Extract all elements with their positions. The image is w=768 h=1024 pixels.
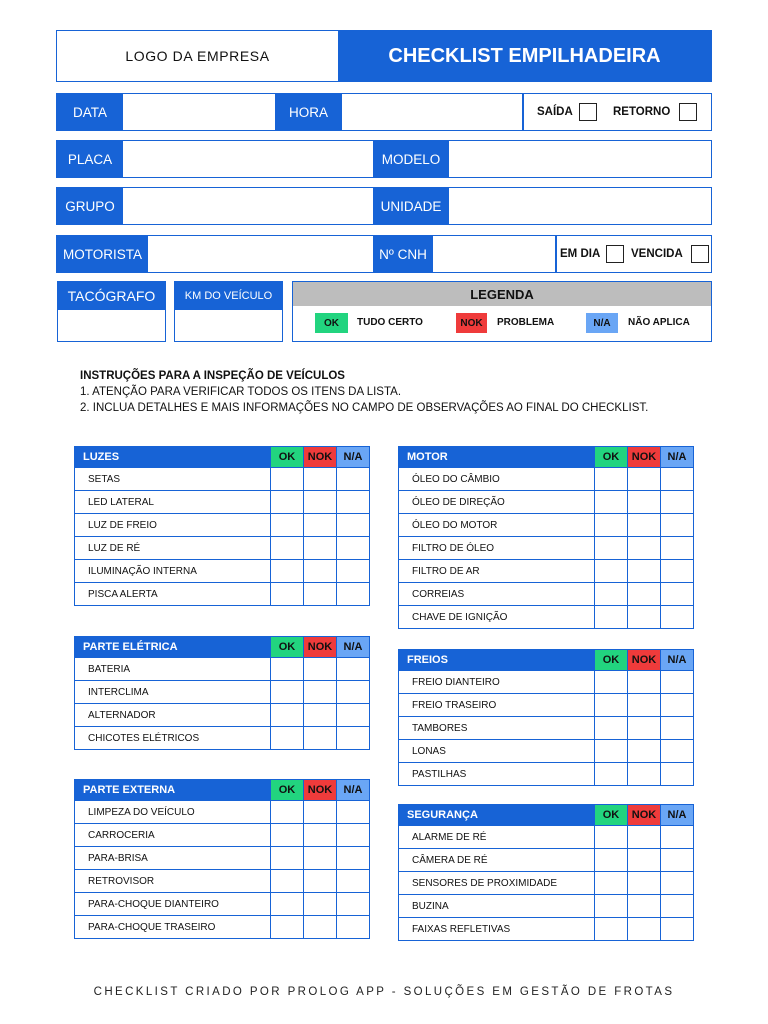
tacografo-label: TACÓGRAFO: [58, 282, 165, 310]
na-cell[interactable]: [336, 514, 369, 536]
table-row: [75, 467, 369, 490]
col-na-header: N/A: [336, 637, 369, 657]
col-na-header: N/A: [336, 780, 369, 800]
na-cell[interactable]: [660, 537, 693, 559]
nok-cell[interactable]: [627, 740, 660, 762]
ok-cell[interactable]: [594, 606, 627, 628]
item-label: BATERIA: [88, 663, 131, 675]
na-cell[interactable]: [660, 491, 693, 513]
table-row: [399, 693, 693, 716]
ok-cell[interactable]: [270, 824, 303, 846]
section-table-motor: [398, 446, 694, 629]
col-nok-header: NOK: [627, 650, 660, 670]
table-row: [399, 848, 693, 871]
na-cell[interactable]: [660, 560, 693, 582]
legend-ok-text: TUDO CERTO: [357, 317, 423, 328]
na-cell[interactable]: [336, 893, 369, 915]
ok-cell[interactable]: [270, 870, 303, 892]
table-row: [75, 846, 369, 869]
item-label: ÓLEO DO CÂMBIO: [412, 473, 500, 485]
na-cell[interactable]: [336, 681, 369, 703]
ok-cell[interactable]: [594, 740, 627, 762]
em-dia-option[interactable]: [560, 236, 624, 272]
item-label: RETROVISOR: [88, 875, 155, 887]
nok-cell[interactable]: [303, 801, 336, 823]
table-header: [399, 805, 693, 825]
table-row: [75, 657, 369, 680]
tacografo-box: [57, 281, 166, 342]
table-row: [75, 703, 369, 726]
item-label: SETAS: [88, 473, 121, 485]
row-grupo-unidade: [56, 187, 712, 225]
table-row: [399, 894, 693, 917]
section-title: MOTOR: [407, 451, 448, 463]
legend-na-chip: N/A: [586, 313, 618, 333]
item-label: PARA-BRISA: [88, 852, 148, 864]
km-field[interactable]: [175, 310, 282, 341]
em-dia-checkbox[interactable]: [606, 245, 624, 263]
legend-title: LEGENDA: [293, 282, 711, 306]
col-nok-header: NOK: [303, 637, 336, 657]
ok-cell[interactable]: [270, 537, 303, 559]
nok-cell[interactable]: [303, 583, 336, 605]
table-row: [399, 670, 693, 693]
tacografo-field[interactable]: [58, 310, 165, 341]
divider: [522, 94, 524, 130]
na-cell[interactable]: [336, 916, 369, 938]
table-row: [75, 869, 369, 892]
ok-cell[interactable]: [594, 583, 627, 605]
na-cell[interactable]: [660, 606, 693, 628]
nok-cell[interactable]: [627, 763, 660, 785]
na-cell[interactable]: [660, 468, 693, 490]
item-label: ALTERNADOR: [88, 709, 156, 721]
nok-cell[interactable]: [627, 491, 660, 513]
table-row: [399, 825, 693, 848]
ok-cell[interactable]: [594, 826, 627, 848]
table-row: [399, 536, 693, 559]
legend-nok-chip: NOK: [456, 313, 487, 333]
col-ok-header: OK: [594, 650, 627, 670]
table-header: [399, 447, 693, 467]
na-cell[interactable]: [336, 491, 369, 513]
ok-cell[interactable]: [594, 849, 627, 871]
table-header: [75, 447, 369, 467]
item-label: FILTRO DE ÓLEO: [412, 542, 495, 554]
table-row: [399, 739, 693, 762]
logo-placeholder: LOGO DA EMPRESA: [125, 48, 270, 64]
na-cell[interactable]: [336, 727, 369, 749]
ok-cell[interactable]: [594, 560, 627, 582]
na-cell[interactable]: [336, 801, 369, 823]
unidade-field[interactable]: [449, 188, 711, 224]
nok-cell[interactable]: [627, 872, 660, 894]
instructions-title: INSTRUÇÕES PARA A INSPEÇÃO DE VEÍCULOS: [80, 370, 345, 382]
km-label: KM DO VEÍCULO: [175, 282, 282, 310]
section-title: PARTE EXTERNA: [83, 784, 176, 796]
na-cell[interactable]: [660, 895, 693, 917]
nok-cell[interactable]: [627, 671, 660, 693]
item-label: PARA-CHOQUE DIANTEIRO: [88, 898, 219, 910]
nok-cell[interactable]: [303, 468, 336, 490]
ok-cell[interactable]: [270, 681, 303, 703]
table-row: [399, 716, 693, 739]
nok-cell[interactable]: [303, 916, 336, 938]
item-label: ÓLEO DE DIREÇÃO: [412, 496, 505, 508]
na-cell[interactable]: [660, 583, 693, 605]
hora-label: HORA: [275, 94, 342, 130]
ok-cell[interactable]: [594, 918, 627, 940]
nok-cell[interactable]: [303, 727, 336, 749]
na-cell[interactable]: [660, 694, 693, 716]
nok-cell[interactable]: [303, 824, 336, 846]
nok-cell[interactable]: [627, 849, 660, 871]
item-label: PASTILHAS: [412, 768, 467, 780]
ok-cell[interactable]: [594, 872, 627, 894]
nok-cell[interactable]: [303, 514, 336, 536]
table-row: [75, 680, 369, 703]
col-nok-header: NOK: [303, 780, 336, 800]
table-row: [75, 823, 369, 846]
header: [56, 30, 712, 82]
col-na-header: N/A: [660, 447, 693, 467]
na-cell[interactable]: [336, 704, 369, 726]
na-cell[interactable]: [660, 717, 693, 739]
row-data-hora: [56, 93, 712, 131]
nok-cell[interactable]: [627, 560, 660, 582]
item-label: LONAS: [412, 745, 446, 757]
item-label: FREIO TRASEIRO: [412, 699, 497, 711]
section-table-freios: [398, 649, 694, 786]
item-label: BUZINA: [412, 900, 449, 912]
legend: [292, 281, 712, 342]
nok-cell[interactable]: [627, 826, 660, 848]
item-label: FREIO DIANTEIRO: [412, 676, 500, 688]
table-row: [399, 582, 693, 605]
saida-option[interactable]: [537, 94, 597, 130]
grupo-label: GRUPO: [57, 188, 123, 224]
ok-cell[interactable]: [270, 468, 303, 490]
section-title: SEGURANÇA: [407, 809, 478, 821]
item-label: ALARME DE RÉ: [412, 831, 487, 843]
table-row: [75, 490, 369, 513]
item-label: SENSORES DE PROXIMIDADE: [412, 877, 558, 889]
item-label: TAMBORES: [412, 722, 468, 734]
ok-cell[interactable]: [594, 671, 627, 693]
nok-cell[interactable]: [627, 606, 660, 628]
ok-cell[interactable]: [270, 560, 303, 582]
nok-cell[interactable]: [303, 893, 336, 915]
item-label: INTERCLIMA: [88, 686, 149, 698]
table-row: [399, 490, 693, 513]
section-title: LUZES: [83, 451, 120, 463]
item-label: FILTRO DE AR: [412, 565, 480, 577]
ok-cell[interactable]: [594, 468, 627, 490]
nok-cell[interactable]: [303, 847, 336, 869]
table-row: [75, 892, 369, 915]
cnh-field[interactable]: [433, 236, 555, 272]
col-na-header: N/A: [660, 650, 693, 670]
saida-label: SAÍDA: [537, 106, 573, 118]
nok-cell[interactable]: [627, 468, 660, 490]
col-nok-header: NOK: [627, 447, 660, 467]
table-row: [399, 467, 693, 490]
instructions-line: 2. INCLUA DETALHES E MAIS INFORMAÇÕES NO CAMPO DE OBSERVAÇÕES AO FINAL DO CHECKLIST.: [80, 402, 649, 414]
na-cell[interactable]: [660, 826, 693, 848]
cnh-label: Nº CNH: [373, 236, 433, 272]
retorno-label: RETORNO: [613, 106, 671, 118]
table-header: [399, 650, 693, 670]
motorista-label: MOTORISTA: [57, 236, 148, 272]
table-row: [399, 513, 693, 536]
item-label: CHAVE DE IGNIÇÃO: [412, 611, 508, 623]
modelo-label: MODELO: [373, 141, 449, 177]
na-cell[interactable]: [336, 870, 369, 892]
item-label: LED LATERAL: [88, 496, 154, 508]
legend-nok-text: PROBLEMA: [497, 317, 555, 328]
ok-cell[interactable]: [270, 658, 303, 680]
item-label: ILUMINAÇÃO INTERNA: [88, 565, 197, 577]
ok-cell[interactable]: [270, 704, 303, 726]
col-nok-header: NOK: [303, 447, 336, 467]
na-cell[interactable]: [660, 514, 693, 536]
table-row: [399, 605, 693, 628]
na-cell[interactable]: [336, 847, 369, 869]
item-label: CHICOTES ELÉTRICOS: [88, 732, 200, 744]
na-cell[interactable]: [336, 583, 369, 605]
ok-cell[interactable]: [594, 763, 627, 785]
table-header: [75, 637, 369, 657]
retorno-checkbox[interactable]: [679, 103, 697, 121]
motorista-field[interactable]: [148, 236, 373, 272]
ok-cell[interactable]: [270, 893, 303, 915]
ok-cell[interactable]: [270, 491, 303, 513]
nok-cell[interactable]: [303, 491, 336, 513]
item-label: CÂMERA DE RÉ: [412, 854, 488, 866]
nok-cell[interactable]: [627, 537, 660, 559]
col-ok-header: OK: [270, 637, 303, 657]
item-label: ÓLEO DO MOTOR: [412, 519, 498, 531]
ok-cell[interactable]: [594, 895, 627, 917]
hora-field[interactable]: [342, 94, 522, 130]
row-placa-modelo: [56, 140, 712, 178]
vencida-checkbox[interactable]: [691, 245, 709, 263]
table-header: [75, 780, 369, 800]
na-cell[interactable]: [660, 740, 693, 762]
section-title: PARTE ELÉTRICA: [83, 641, 178, 653]
km-box: [174, 281, 283, 342]
col-na-header: N/A: [336, 447, 369, 467]
legend-ok-chip: OK: [315, 313, 348, 333]
vencida-option[interactable]: [631, 236, 709, 272]
item-label: CARROCERIA: [88, 829, 155, 841]
table-row: [399, 559, 693, 582]
ok-cell[interactable]: [270, 583, 303, 605]
ok-cell[interactable]: [594, 717, 627, 739]
col-nok-header: NOK: [627, 805, 660, 825]
nok-cell[interactable]: [627, 514, 660, 536]
item-label: LUZ DE FREIO: [88, 519, 157, 531]
table-row: [75, 513, 369, 536]
na-cell[interactable]: [660, 849, 693, 871]
instructions: [80, 368, 648, 416]
item-label: LIMPEZA DO VEÍCULO: [88, 806, 195, 818]
nok-cell[interactable]: [627, 717, 660, 739]
ok-cell[interactable]: [270, 916, 303, 938]
na-cell[interactable]: [336, 468, 369, 490]
ok-cell[interactable]: [270, 801, 303, 823]
table-row: [399, 871, 693, 894]
na-cell[interactable]: [660, 918, 693, 940]
saida-checkbox[interactable]: [579, 103, 597, 121]
nok-cell[interactable]: [303, 704, 336, 726]
retorno-option[interactable]: [613, 94, 697, 130]
col-ok-header: OK: [270, 447, 303, 467]
col-ok-header: OK: [594, 447, 627, 467]
row-motorista-cnh: [56, 235, 712, 273]
ok-cell[interactable]: [270, 727, 303, 749]
na-cell[interactable]: [660, 671, 693, 693]
section-table-parte-externa: [74, 779, 370, 939]
unidade-label: UNIDADE: [373, 188, 449, 224]
item-label: CORREIAS: [412, 588, 465, 600]
page-title: CHECKLIST EMPILHADEIRA: [338, 31, 711, 81]
vencida-label: VENCIDA: [631, 248, 683, 260]
divider: [555, 236, 557, 272]
na-cell[interactable]: [336, 824, 369, 846]
na-cell[interactable]: [336, 658, 369, 680]
table-row: [75, 726, 369, 749]
footer: CHECKLIST CRIADO POR PROLOG APP - SOLUÇÕES EM GESTÃO DE FROTAS: [93, 986, 675, 998]
nok-cell[interactable]: [303, 658, 336, 680]
ok-cell[interactable]: [270, 847, 303, 869]
nok-cell[interactable]: [303, 870, 336, 892]
item-label: LUZ DE RÉ: [88, 542, 141, 554]
grupo-field[interactable]: [123, 188, 373, 224]
table-row: [75, 915, 369, 938]
table-row: [399, 762, 693, 785]
instructions-line: 1. ATENÇÃO PARA VERIFICAR TODOS OS ITENS DA LISTA.: [80, 386, 402, 398]
nok-cell[interactable]: [627, 918, 660, 940]
section-table-seguranca: [398, 804, 694, 941]
section-title: FREIOS: [407, 654, 448, 666]
table-row: [75, 582, 369, 605]
ok-cell[interactable]: [594, 537, 627, 559]
table-row: [75, 536, 369, 559]
na-cell[interactable]: [660, 763, 693, 785]
col-ok-header: OK: [270, 780, 303, 800]
section-table-luzes: [74, 446, 370, 606]
nok-cell[interactable]: [303, 681, 336, 703]
table-row: [399, 917, 693, 940]
item-label: FAIXAS REFLETIVAS: [412, 923, 511, 935]
col-na-header: N/A: [660, 805, 693, 825]
data-label: DATA: [57, 94, 123, 130]
na-cell[interactable]: [660, 872, 693, 894]
data-field[interactable]: [123, 94, 275, 130]
placa-label: PLACA: [57, 141, 123, 177]
nok-cell[interactable]: [303, 537, 336, 559]
modelo-field[interactable]: [449, 141, 711, 177]
ok-cell[interactable]: [594, 694, 627, 716]
section-table-parte-eletrica: [74, 636, 370, 750]
ok-cell[interactable]: [594, 491, 627, 513]
ok-cell[interactable]: [270, 514, 303, 536]
item-label: PISCA ALERTA: [88, 588, 158, 600]
em-dia-label: EM DIA: [560, 248, 601, 260]
ok-cell[interactable]: [594, 514, 627, 536]
nok-cell[interactable]: [303, 560, 336, 582]
nok-cell[interactable]: [627, 583, 660, 605]
na-cell[interactable]: [336, 537, 369, 559]
table-row: [75, 559, 369, 582]
col-ok-header: OK: [594, 805, 627, 825]
nok-cell[interactable]: [627, 694, 660, 716]
legend-na-text: NÃO APLICA: [628, 317, 690, 328]
item-label: PARA-CHOQUE TRASEIRO: [88, 921, 216, 933]
nok-cell[interactable]: [627, 895, 660, 917]
na-cell[interactable]: [336, 560, 369, 582]
table-row: [75, 800, 369, 823]
